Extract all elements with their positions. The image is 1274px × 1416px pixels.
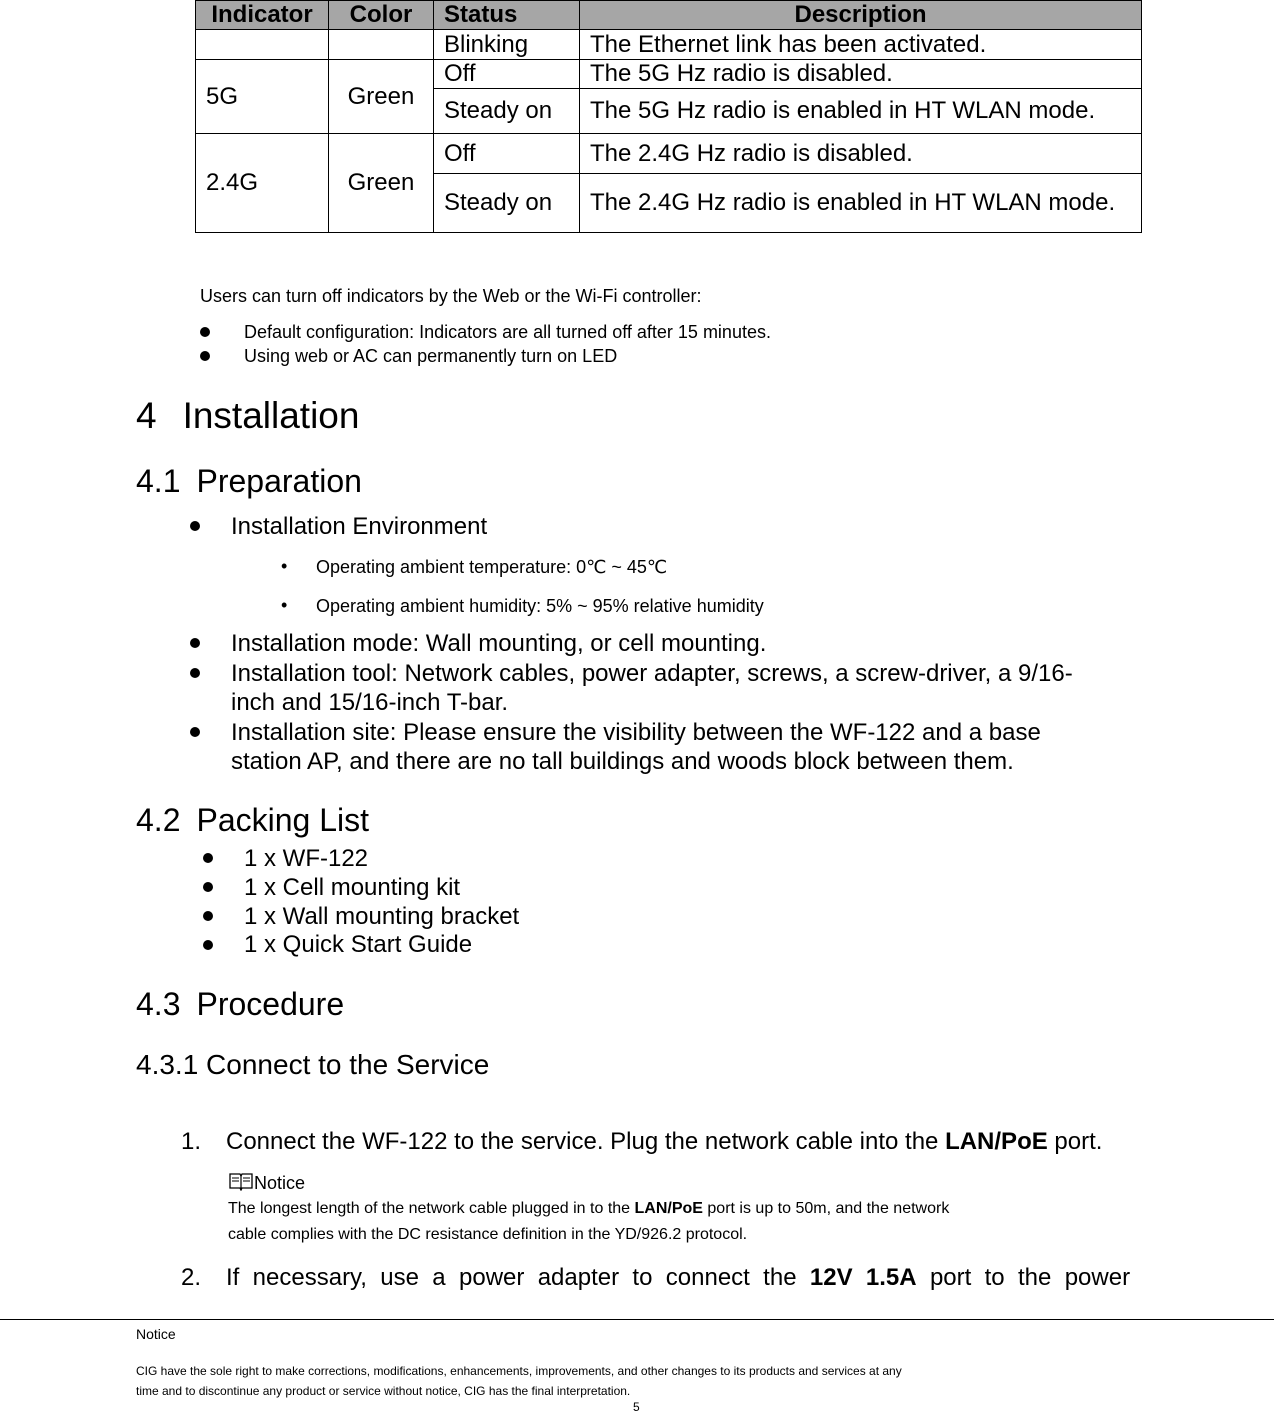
table-row [196,134,1142,174]
power-port-label: 12V 1.5A [809,1264,917,1291]
section-title: Procedure [196,986,345,1022]
footer-line-2: time and to discontinue any product or service without notice, CIG has the final interpretation. [136,1384,631,1398]
step-2-pre: If necessary, use a power adapter to connect the [226,1264,810,1291]
bullet-icon [190,638,200,648]
indicator-note-bullet: Default configuration: Indicators are all turned off after 15 minutes. [244,322,771,342]
cell-description: The 2.4G Hz radio is enabled in HT WLAN mode. [580,174,1142,233]
header-color: Color [329,1,434,30]
step-1-pre: Connect the WF-122 to the service. Plug the network cable into the [226,1128,946,1155]
notice-label: Notice [254,1173,306,1193]
installation-environment: Installation Environment [231,513,488,540]
step-2-text [226,1263,1130,1292]
section-title: Installation [182,395,360,436]
step-2-post: port to the power [916,1264,1131,1291]
bullet-icon [203,940,213,950]
packing-item: 1 x Cell mounting kit [244,874,461,901]
section-4-3-heading [136,986,344,1023]
packing-item: 1 x WF-122 [244,845,369,872]
cell-status: Steady on [434,89,580,134]
cell-status: Off [434,134,580,174]
step-1-text [226,1127,1102,1156]
bullet-icon [190,668,200,678]
bullet-icon [203,911,213,921]
cell-indicator-empty [196,30,329,60]
env-item: Operating ambient temperature: 0℃ ~ 45℃ [316,557,668,577]
sub-bullet-icon: • [281,556,288,576]
notice-lan-poe: LAN/PoE [634,1200,703,1217]
section-number: 4 [136,395,157,436]
indicator-note-intro: Users can turn off indicators by the Web or the Wi-Fi controller: [200,286,702,306]
indicator-table [195,0,1142,233]
bullet-icon [203,882,213,892]
packing-item: 1 x Wall mounting bracket [244,903,520,930]
footer-notice-title: Notice [136,1326,176,1342]
notice-line-1-post: port is up to 50m, and the network [702,1200,950,1217]
table-row [196,30,1142,60]
step-1-number: 1. [181,1128,202,1155]
step-2-number: 2. [181,1264,202,1291]
notice-line-1 [228,1196,949,1222]
header-description: Description [580,1,1142,30]
installation-tool-line1: Installation tool: Network cables, power adapter, screws, a screw-driver, a 9/16- [231,660,1073,687]
section-number: 4.2 [136,802,181,838]
notice-block [228,1171,305,1197]
cell-description: The 5G Hz radio is enabled in HT WLAN mode. [580,89,1142,134]
page-number: 5 [633,1400,640,1414]
installation-mode: Installation mode: Wall mounting, or cell mounting. [231,630,767,657]
cell-indicator-24g: 2.4G [196,134,329,233]
cell-color-5g: Green [329,60,434,134]
packing-item: 1 x Quick Start Guide [244,931,473,958]
notice-line-2: cable complies with the DC resistance definition in the YD/926.2 protocol. [228,1226,748,1243]
table-header-row [196,1,1142,30]
bullet-icon [190,727,200,737]
footer-divider [0,1319,1274,1320]
table-row [196,60,1142,89]
section-title: Packing List [196,802,370,838]
bullet-icon [200,327,210,337]
cell-status: Steady on [434,174,580,233]
header-indicator: Indicator [196,1,329,30]
cell-status: Blinking [434,30,580,60]
env-item: Operating ambient humidity: 5% ~ 95% relative humidity [316,596,764,616]
step-1-post: port. [1047,1128,1103,1155]
lan-poe-label: LAN/PoE [945,1128,1048,1155]
installation-tool-line2: inch and 15/16-inch T-bar. [231,689,509,716]
section-4-heading [136,395,359,437]
installation-site-line2: station AP, and there are no tall buildings and woods block between them. [231,748,1014,775]
bullet-icon [190,521,200,531]
cell-description: The Ethernet link has been activated. [580,30,1142,60]
section-4-3-1-heading: 4.3.1 Connect to the Service [136,1049,490,1080]
cell-color-24g: Green [329,134,434,233]
bullet-icon [203,853,213,863]
notice-line-1-pre: The longest length of the network cable plugged in to the [228,1200,635,1217]
book-icon [228,1171,254,1197]
cell-color-empty [329,30,434,60]
footer-line-1: CIG have the sole right to make corrections, modifications, enhancements, improvements, and other changes to its products and services at any [136,1364,902,1378]
section-number: 4.3 [136,986,181,1022]
installation-site-line1: Installation site: Please ensure the visibility between the WF-122 and a base [231,719,1041,746]
cell-description: The 2.4G Hz radio is disabled. [580,134,1142,174]
bullet-icon [200,351,210,361]
cell-description: The 5G Hz radio is disabled. [580,60,1142,89]
section-title: Preparation [196,463,362,499]
cell-status: Off [434,60,580,89]
section-4-2-heading [136,802,369,839]
sub-bullet-icon: • [281,595,288,615]
section-4-1-heading [136,463,362,500]
header-status: Status [434,1,580,30]
section-number: 4.1 [136,463,181,499]
cell-indicator-5g: 5G [196,60,329,134]
indicator-note-bullet: Using web or AC can permanently turn on LED [244,346,618,366]
